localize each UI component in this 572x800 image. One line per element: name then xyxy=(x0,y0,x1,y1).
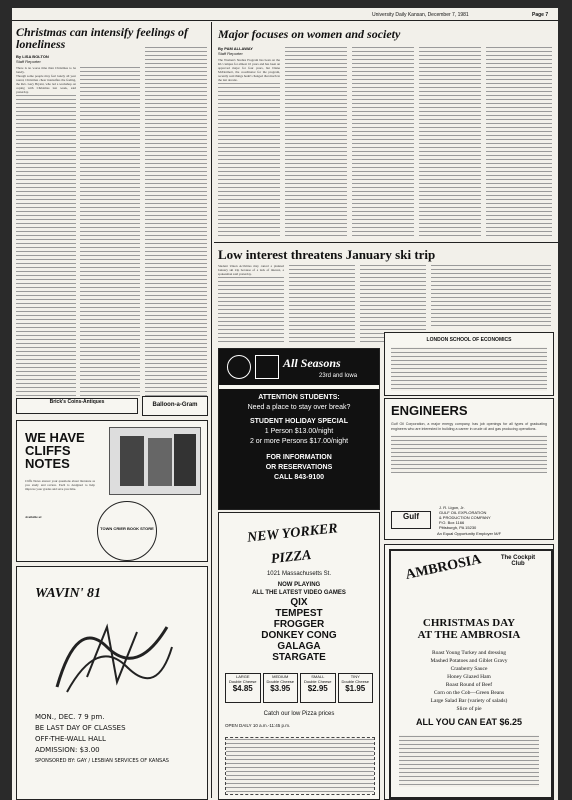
wavin-illustration xyxy=(47,607,177,697)
loneliness-byline: By LISA BOLTON xyxy=(16,54,49,59)
loneliness-lead: There is no worse time than Christmas to be lonely. xyxy=(16,66,76,74)
engineers-heading: ENGINEERS xyxy=(391,403,468,418)
wavin-details: MON., DEC. 7 9 pm. BE LAST DAY OF CLASSES OFF-THE-WALL HALL ADMISSION: $3.00 SPONSORED BY: GAY / LESBIAN SERVICES OF KANSAS xyxy=(35,713,169,764)
newspaper-page xyxy=(12,8,558,800)
nyp-pizza: PIZZA xyxy=(270,547,313,568)
page-number: Page 7 xyxy=(532,12,549,18)
ski-lead: Student Union Activities may cancel a planned January ski trip because of a lack of interest, a spokesman said yesterday. xyxy=(218,264,284,276)
nyp-coupon-area xyxy=(225,737,375,795)
new-yorker-pizza-ad xyxy=(218,512,380,800)
lse-ad xyxy=(384,332,554,396)
nyp-note: Catch our low Pizza prices xyxy=(263,711,335,717)
women-role: Staff Reporter xyxy=(218,51,243,56)
women-byline: By PAM ALLAWAY xyxy=(218,46,253,51)
wavin-81-ad xyxy=(16,566,208,800)
price-cell: SMALL Double Cheese $2.95 xyxy=(300,673,336,703)
loneliness-col-3 xyxy=(145,46,207,396)
all-seasons-ad xyxy=(218,348,380,510)
nyp-games: NOW PLAYING ALL THE LATEST VIDEO GAMES QIX TEMPEST FROGGER DONKEY CONG GALAGA STARGATE xyxy=(252,582,346,663)
loneliness-col-1 xyxy=(16,66,76,396)
all-you-can-eat: ALL YOU CAN EAT $6.25 xyxy=(415,717,523,727)
nyp-address: 1021 Massachusetts St. xyxy=(266,571,332,577)
ambrosia-menu: Roast Young Turkey and dressing Mashed Potatoes and Giblet Gravy Cranberry Sauce Honey Glazed Ham Roast Round of Beef Corn on the Cob—Green Beans Large Salad Bar (variety of salads) Slice of pie xyxy=(430,650,508,712)
nyp-hours: OPEN DAILY 10 a.m.-11:45 p.m. xyxy=(225,723,291,728)
loneliness-headline: Christmas can intensify feelings of loneliness xyxy=(16,25,189,51)
town-crier-logo: TOWN CRIER BOOK STORE xyxy=(97,501,157,561)
women-col-1 xyxy=(218,58,280,238)
cliffs-headline: WE HAVE CLIFFS NOTES xyxy=(25,430,85,471)
ambrosia-logo: AMBROSIA xyxy=(404,552,483,583)
ski-col-1 xyxy=(218,264,284,344)
cliffs-available: Available at: xyxy=(25,515,43,519)
ski-col-2 xyxy=(289,264,355,344)
cliffs-body: Cliffs Notes answer your questions about literature as you study and review. Each is designed to help improve your grades and save you time. xyxy=(25,479,95,491)
loneliness-col-2 xyxy=(80,66,140,396)
balloon-gram-ad: Balloon-a-Gram xyxy=(142,396,208,416)
gulf-lead: Gulf Oil Corporation, a major energy company, has job openings for all types of graduating engineers who are interested in building a career in crude oil and gas producing operations. xyxy=(391,422,547,431)
gulf-logo: Gulf xyxy=(391,511,431,529)
gulf-address: J. R. Ligon, Jr. GULF OIL EXPLORATION & PRODUCTION COMPANY P.O. Box 1166 Pittsburgh, PA 15230 xyxy=(439,505,491,530)
price-cell: MEDIUM Double Cheese $3.95 xyxy=(263,673,299,703)
brick-coins-ad: Brick's Coins-Antiques xyxy=(16,398,138,414)
women-col-3 xyxy=(352,46,414,238)
leaf-icon xyxy=(255,355,279,379)
sun-icon xyxy=(227,355,251,379)
nyp-name: NEW YORKER xyxy=(246,521,339,546)
women-col-2 xyxy=(285,46,347,238)
gulf-engineers-ad xyxy=(384,398,554,540)
women-col-4 xyxy=(419,46,481,238)
loneliness-role: Staff Reporter xyxy=(16,59,41,64)
price-cell: LARGE Double Cheese $4.85 xyxy=(225,673,261,703)
all-seasons-name: All Seasons xyxy=(283,356,341,370)
cliffs-book-image xyxy=(109,427,201,495)
ski-headline: Low interest threatens January ski trip xyxy=(218,247,436,262)
all-seasons-address: 23rd and Iowa xyxy=(319,373,358,379)
paper-dateline: University Daily Kansan, December 7, 1981 xyxy=(372,12,469,18)
ski-col-4 xyxy=(431,264,551,328)
price-cell: TINY Double Cheese $1.95 xyxy=(338,673,374,703)
xmas-heading: CHRISTMAS DAY AT THE AMBROSIA xyxy=(417,617,521,641)
nyp-price-table xyxy=(225,673,373,703)
all-seasons-offer: ATTENTION STUDENTS: Need a place to stay over break? STUDENT HOLIDAY SPECIAL 1 Person $13.00/night 2 or more Persons $17.00/night FOR INFORMATION OR RESERVATIONS CALL 843-9100 xyxy=(219,389,379,510)
ambrosia-ad xyxy=(384,544,554,800)
ambrosia-fine-print xyxy=(399,735,539,787)
lse-title: LONDON SCHOOL OF ECONOMICS xyxy=(426,337,512,343)
wavin-title: WAVIN' 81 xyxy=(35,586,101,601)
body-text-lines xyxy=(16,94,76,396)
cockpit-club: The Cockpit Club xyxy=(500,555,536,567)
women-col-5 xyxy=(486,46,552,238)
cliffs-notes-ad xyxy=(16,420,208,562)
women-lead: The Women's Studies Program has been on the KU campus for almost 10 years and has been an approved major for four years, but Diane McDermott, the coordinator for the program, recently said things hadn't changed that much in the last decade. xyxy=(218,58,280,82)
gulf-eoe: An Equal Opportunity Employer M/F xyxy=(436,531,502,536)
all-seasons-banner xyxy=(219,349,379,385)
loneliness-quote: Though some people may feel lonely all year round, Christmas cheer intensifies the feeling, the Rev. Gary Bryant, who led a workshop on coping with Christmas last week, said yesterday. xyxy=(16,74,76,94)
women-headline: Major focuses on women and society xyxy=(218,27,401,41)
